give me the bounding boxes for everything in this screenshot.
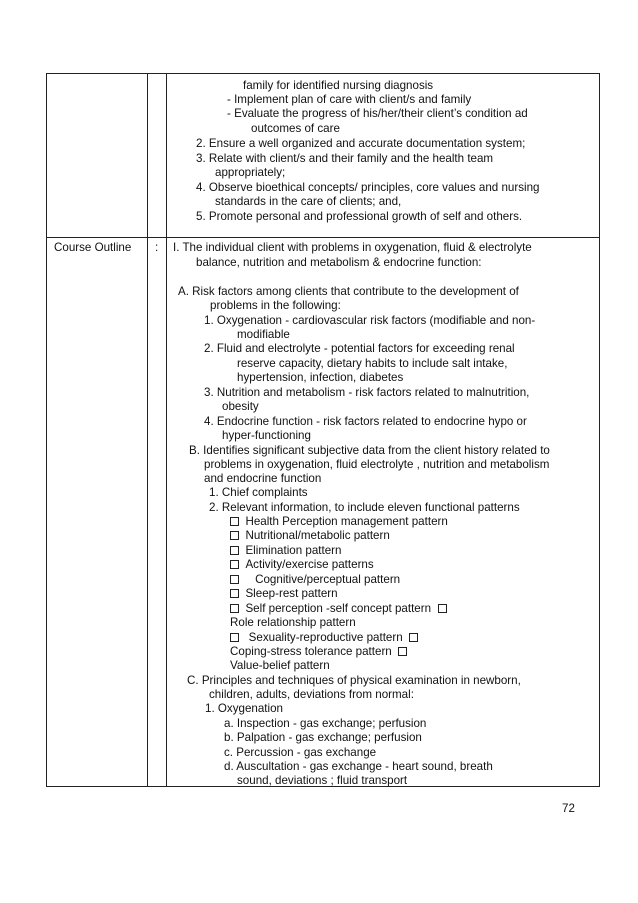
- checkbox-icon: [230, 604, 239, 613]
- objective-line: appropriately;: [215, 166, 286, 179]
- functional-pattern-item: Coping-stress tolerance pattern: [230, 645, 407, 659]
- objective-line: 2. Ensure a well organized and accurate documentation system;: [196, 137, 526, 150]
- objective-line: family for identified nursing diagnosis: [243, 79, 434, 92]
- checkbox-icon: [230, 560, 239, 569]
- objective-line: 4. Observe bioethical concepts/ principles, core values and nursing: [196, 181, 540, 194]
- checkbox-icon: [230, 546, 239, 555]
- checkbox-icon: [230, 633, 239, 642]
- course-outline-label: Course Outline: [54, 241, 132, 254]
- functional-pattern-item: Cognitive/perceptual pattern: [230, 573, 400, 587]
- checkbox-icon: [438, 604, 447, 613]
- outline-line: sound, deviations ; fluid transport: [237, 774, 408, 787]
- functional-pattern-item: Sexuality-reproductive pattern: [230, 631, 418, 645]
- outline-line: modifiable: [237, 328, 290, 341]
- outline-line: problems in oxygenation, fluid electrolyte , nutrition and metabolism: [204, 458, 550, 471]
- outline-line: 1. Chief complaints: [209, 486, 308, 499]
- column-divider: [147, 74, 148, 786]
- outline-line: problems in the following:: [210, 299, 341, 312]
- outline-line: B. Identifies significant subjective data from the client history related to: [189, 444, 550, 457]
- checkbox-icon: [409, 633, 418, 642]
- page-number: 72: [562, 802, 575, 815]
- outline-line: d. Auscultation - gas exchange - heart sound, breath: [224, 760, 493, 773]
- checkbox-icon: [230, 517, 239, 526]
- outline-line: hypertension, infection, diabetes: [237, 371, 404, 384]
- functional-pattern-item: Activity/exercise patterns: [230, 558, 374, 572]
- functional-pattern-item: Health Perception management pattern: [230, 515, 448, 529]
- checkbox-icon: [230, 589, 239, 598]
- outline-line: reserve capacity, dietary habits to include salt intake,: [237, 357, 508, 370]
- outline-line: hyper-functioning: [222, 429, 311, 442]
- outline-line: 1. Oxygenation - cardiovascular risk factors (modifiable and non-: [204, 314, 536, 327]
- objective-line: - Evaluate the progress of his/her/their client’s condition ad: [227, 107, 528, 120]
- objective-line: outcomes of care: [251, 122, 340, 135]
- outline-line: I. The individual client with problems in oxygenation, fluid & electrolyte: [173, 241, 532, 254]
- objective-line: 5. Promote personal and professional growth of self and others.: [196, 210, 523, 223]
- outline-line: 4. Endocrine function - risk factors related to endocrine hypo or: [204, 415, 527, 428]
- row-divider: [47, 237, 599, 238]
- outline-line: a. Inspection - gas exchange; perfusion: [224, 717, 427, 730]
- outline-line: 3. Nutrition and metabolism - risk factors related to malnutrition,: [204, 386, 530, 399]
- checkbox-icon: [398, 647, 407, 656]
- outline-line: 1. Oxygenation: [205, 702, 283, 715]
- outline-line: children, adults, deviations from normal:: [209, 688, 414, 701]
- functional-pattern-item: Self perception -self concept pattern: [230, 602, 447, 616]
- objective-line: - Implement plan of care with client/s and family: [227, 93, 472, 106]
- outline-line: b. Palpation - gas exchange; perfusion: [224, 731, 422, 744]
- functional-pattern-item: Sleep-rest pattern: [230, 587, 338, 601]
- outline-line: C. Principles and techniques of physical examination in newborn,: [187, 674, 521, 687]
- functional-pattern-item: Role relationship pattern: [230, 616, 356, 629]
- objective-line: 3. Relate with client/s and their family and the health team: [196, 152, 494, 165]
- outline-line: c. Percussion - gas exchange: [224, 746, 377, 759]
- checkbox-icon: [230, 575, 239, 584]
- label-colon: :: [155, 241, 159, 254]
- outline-line: and endocrine function: [204, 472, 322, 485]
- functional-pattern-item: Elimination pattern: [230, 544, 341, 558]
- outline-line: 2. Fluid and electrolyte - potential factors for exceeding renal: [204, 342, 515, 355]
- checkbox-icon: [230, 531, 239, 540]
- outline-line: 2. Relevant information, to include eleven functional patterns: [209, 501, 520, 514]
- objective-line: standards in the care of clients; and,: [215, 195, 402, 208]
- course-syllabus-table: [46, 73, 600, 787]
- functional-pattern-item: Value-belief pattern: [230, 659, 330, 672]
- column-divider: [166, 74, 167, 786]
- outline-line: A. Risk factors among clients that contribute to the development of: [178, 285, 519, 298]
- outline-line: obesity: [222, 400, 259, 413]
- outline-line: balance, nutrition and metabolism & endocrine function:: [196, 256, 482, 269]
- functional-pattern-item: Nutritional/metabolic pattern: [230, 529, 390, 543]
